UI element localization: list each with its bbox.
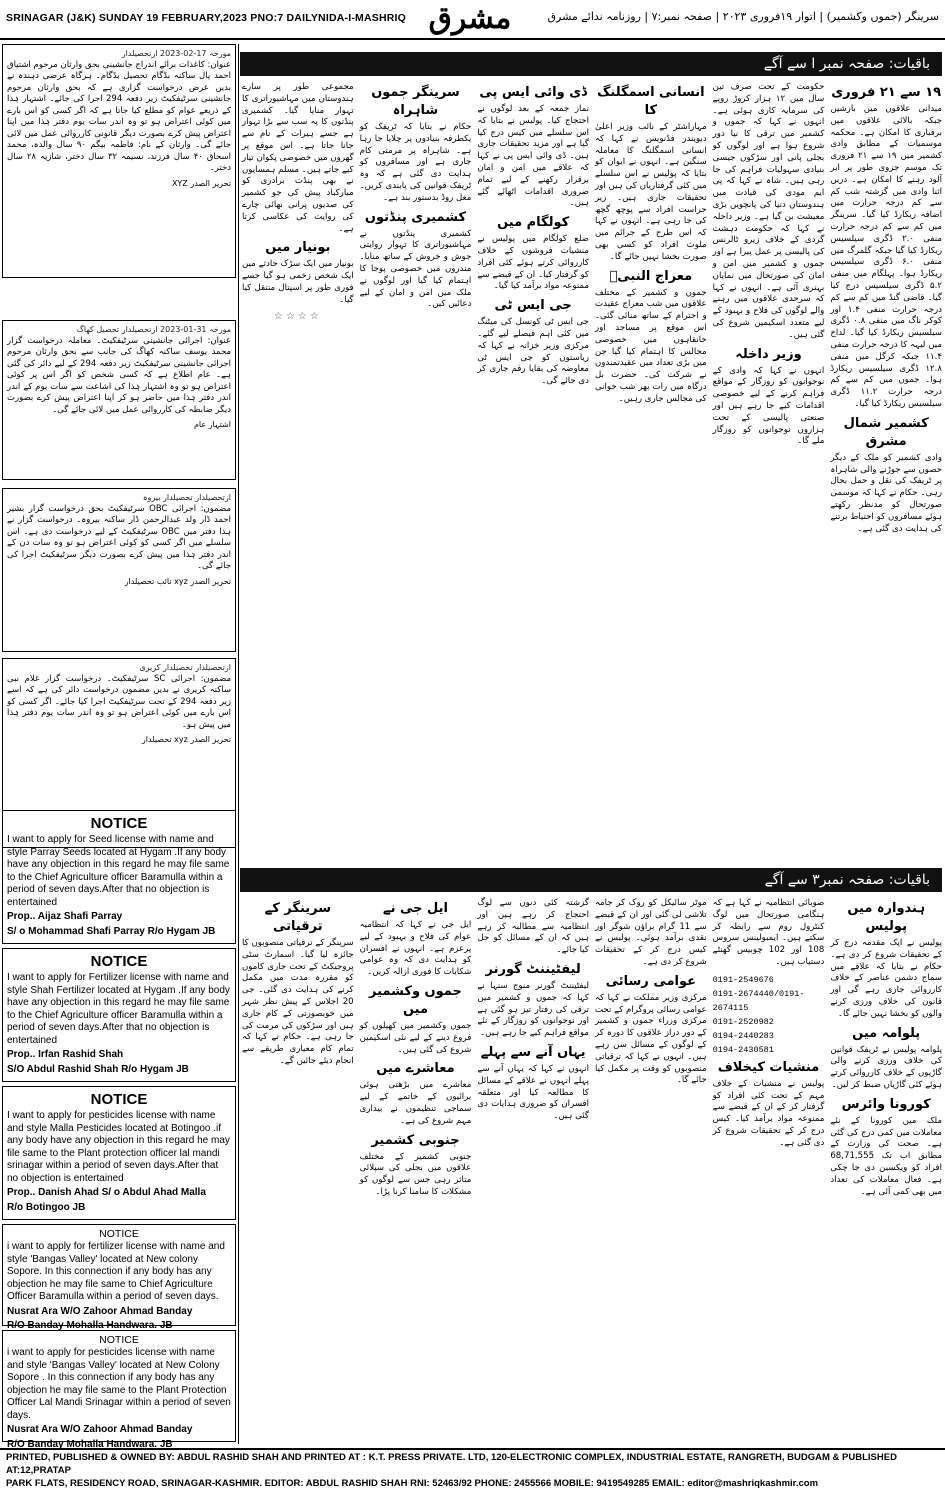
story-column-highway bbox=[360, 82, 472, 842]
english-notice-5 bbox=[2, 1330, 236, 1450]
story-body: پلوامہ پولیس نے ٹریفک قوانین کی خلاف ورزی کرنے والی گاڑیوں کے خلاف کارروائی کرتے ہوئے کئی گاڑیاں ضبط کر لیں۔ bbox=[830, 1044, 942, 1090]
story-headline: بونیار میں bbox=[265, 240, 331, 256]
story-headline: انسانی اسمگلنگ کا bbox=[597, 85, 705, 118]
story-headline: کورونا وائرس bbox=[841, 1096, 931, 1112]
story-headline: کولگام میں bbox=[497, 215, 570, 231]
story-headline: سرینگر کے ترقیاتی bbox=[264, 901, 332, 934]
english-notice-1 bbox=[2, 810, 236, 944]
imprint-footer bbox=[0, 1448, 945, 1489]
notice-body: I want to apply for pesticides license with name and style Malla Pesticides located at Botingoo .if any body have any objection in this regard he may file same to the Plant protection officer lal mandi srinagar within a period of seven days.After that no objection is entertained bbox=[7, 1110, 230, 1184]
story-headline: سرینگر جموں شاہراہ bbox=[371, 85, 460, 118]
notice-body: مضمون: اجرائی SC سرٹیفکیٹ۔ درخواست گزار غلام نبی ساکنہ کریری نے بدیں مضمون درخواست دائر کی ہے کہ اسے زیر دفعہ 294 کے تحت سرٹیفکیٹ اجرا کیا جائے۔ اگر کسی کو اس بارے میں کوئی اعتراض ہو تو وہ اندر سات یوم دفتر ہٰذا میں پیش ہو۔ bbox=[7, 673, 231, 730]
section-header-continued-page-3: باقیات: صفحہ نمبر۳ سے آگے bbox=[240, 868, 942, 892]
notice-proprietor: Nusrat Ara W/O Zahoor Ahmad Banday bbox=[7, 1305, 193, 1317]
story-headline: کشمیر شمال مشرق bbox=[843, 415, 929, 449]
english-notice-2 bbox=[2, 948, 236, 1082]
story-body: بونیار میں ایک سڑک حادثے میں ایک شخص زخمی ہو گیا جسے فوری طور پر اسپتال منتقل کیا گیا۔ bbox=[241, 259, 354, 305]
story-column-lg-said bbox=[360, 898, 472, 1444]
section-header-continued-page-1: باقیات: صفحہ نمبر ا سے آگے bbox=[240, 52, 942, 76]
story-body: پولیس نے ایک مقدمہ درج کر کے تحقیقات شروع کر دی ہے۔ حکام نے بتایا کہ علاقے میں سماج دشمن عناصر کے خلاف کارروائی جاری رہے گی اور قانون کی خلاف ورزی کرنے والوں کو بخشا نہیں جائے گا۔ bbox=[830, 938, 942, 1019]
phone-number: 0191-2674440/0191-2674115 bbox=[712, 988, 805, 1013]
story-body: سرینگر کے ترقیاتی منصوبوں کا جائزہ لیا گیا۔ اسمارٹ سٹی پروجیکٹ کے تحت جاری کاموں کو مقررہ مدت میں مکمل کرنے کی ہدایت دی گئی۔ جی 20 اجلاس کے پیش نظر شہر میں خوبصورتی کے کام جاری ہیں اور سڑکوں کی مرمت کی جا رہی ہے۔ حکام نے کہا کہ تمام کام معیاری طریقے سے انجام دیئے جائیں گے۔ bbox=[241, 938, 354, 1066]
notice-body: مضمون: اجرائی OBC سرٹیفکیٹ بحق درخواست گزار بشیر احمد ڈار ولد عبدالرحمن ڈار ساکنہ بیروہ۔ درخواست گزار نے ہذا دفتر میں OBC سرٹیفکیٹ کے لیے درخواست دی ہے۔ اس سلسلے میں اگر کسی کو کوئی اعتراض ہو تو وہ سات دن کے اندر دفتر ہٰذا میں پیش کرے بصورت دیگر سرٹیفکیٹ اجرا کی جائے گی۔ bbox=[7, 503, 231, 571]
notice-address: S/ o Mohammad Shafi Parray R/o Hygam JB bbox=[7, 925, 216, 937]
notice-signature: تحریر الصدر xyz تحصیلدار bbox=[141, 735, 231, 744]
continued-stories-top bbox=[242, 82, 942, 842]
story-headline: ہندوارہ میں پولیس bbox=[847, 901, 925, 934]
notice-proprietor: Prop.. Danish Ahad S/ o Abdul Ahad Malla bbox=[7, 1187, 206, 1198]
notice-address: R/O Banday Mohalla Handwara. JB bbox=[7, 1320, 173, 1331]
notice-title: NOTICE bbox=[99, 1228, 139, 1240]
story-body: مہاراشٹر کے نائب وزیر اعلیٰ دیویندر فڈنویس نے کہا کہ انسانی اسمگلنگ کا معاملہ سنگین ہے۔ انہوں نے ایوان کو بتایا کہ پولیس نے اس سلسلے میں کئی گرفتاریاں کی ہیں اور تحقیقات جاری ہیں۔ زیر حراست افراد سے پوچھ گچھ کی جا رہی ہے۔ انہوں نے کہا کہ اس طرح کے جرائم میں ملوث افراد کو کسی بھی صورت بخشا نہیں جائے گا۔ bbox=[594, 122, 707, 262]
story-body: نماز جمعہ کے بعد لوگوں نے احتجاج کیا۔ پولیس نے بتایا کہ اس سلسلے میں کیس درج کیا گیا ہے اور مزید تحقیقات جاری ہیں۔ ڈی وائی ایس پی نے کہا کہ علاقے میں امن و امان برقرار رکھنے کے لیے تمام ضروری اقدامات اٹھائے گئے ہیں۔ bbox=[477, 104, 589, 209]
story-body: میدانی علاقوں میں بارشیں جبکہ بالائی علاقوں میں برفباری کا امکان ہے۔ محکمہ موسمیات کے مطابق وادی کشمیر میں ۱۹ سے ۲۱ فروری تک موسم جزوی طور پر ابر آلود رہنے کا امکان ہے۔ دریں اثنا وادی میں گزشتہ شب کم سے کم درجہ حرارت میں اضافہ ریکارڈ کیا گیا۔ سرینگر میں کم سے کم درجہ حرارت منفی ۲.۰ ڈگری سیلسیس ریکارڈ کیا گیا جبکہ گلمرگ میں منفی ۶.۰ ڈگری سیلسیس ریکارڈ ہوا۔ پہلگام میں منفی ۵.۲ ڈگری سیلسیس درج کیا گیا۔ قاضی گنڈ میں کم سے کم درجہ حرارت منفی ۱.۴ اور کوکر ناگ میں منفی ۰.۸ ڈگری سیلسیس ریکارڈ کیا گیا۔ لداخ میں لیہہ کا درجہ حرارت منفی ۱۱.۴ جبکہ کرگل میں منفی ۱۲.۸ ڈگری سیلسیس ریکارڈ ہوا۔ جموں میں کم سے کم درجہ حرارت ۱۱.۲ ڈگری سیلسیس ریکارڈ کیا گیا۔ bbox=[830, 104, 942, 409]
notice-dated: ازتحصیلدار تحصیلدار بیروہ bbox=[142, 493, 231, 502]
notice-title: NOTICE bbox=[99, 1334, 139, 1346]
story-body: مرکزی وزیر مملکت نے کہا کہ عوامی رسائی پروگرام کے تحت مرکزی وزراء جموں و کشمیر کے دور دراز علاقوں کا دورہ کر کے لوگوں کے مسائل سن رہے ہیں۔ انہوں نے کہا کہ ترقیاتی منصوبوں کو وقت پر مکمل کیا جائے گا۔ bbox=[594, 992, 707, 1086]
story-body: انہوں نے کہا کہ وادی کے نوجوانوں کو روزگار کے مواقع فراہم کرنے کے لیے خصوصی اقدامات کیے جا رہے ہیں اور صنعتی پالیسی کے تحت ہزاروں نوجوانوں کو روزگار ملے گا۔ bbox=[712, 365, 825, 447]
story-headline: جموں وکشمیر میں bbox=[369, 983, 462, 1017]
story-headline: ڈی وائی ایس پی bbox=[479, 85, 587, 100]
notice-body: i want to apply for pesticides license with name and style 'Bangas Valley' located at New Colony Sopore . In this connection if any body has any objection he may file same to the Plant Protection Officer Lal Mandi Srinagar within a period of seven days. bbox=[7, 1347, 231, 1421]
english-notice-4 bbox=[2, 1224, 236, 1331]
story-body: حکومت کے تحت صرف تین سال میں ۱۲ ہزار کروڑ روپے کی سرمایہ کاری ہوئی ہے۔ انہوں نے کہا کہ جموں و کشمیر میں ترقی کا نیا دور شروع ہوا ہے اور لوگوں کو بجلی پانی اور سڑکوں جیسی بنیادی سہولیات فراہم کی جا رہی ہیں۔ شاہ نے کہا کہ پی ایم مودی کی قیادت میں ہندوستان دنیا کی پانچویں بڑی معیشت بن گیا ہے۔ وزیر داخلہ نے کہا کہ حکومت دہشت گردی کے خلاف زیرو ٹالرنس کی پالیسی پر عمل پیرا ہے اور جموں و کشمیر میں امن و امان کی صورتحال میں نمایاں بہتری آئی ہے۔ انہوں نے کہا کہ سرحدی علاقوں میں رہنے والے لوگوں کی فلاح و بہبود کے لیے متعدد اسکیمیں شروع کی گئی ہیں۔ bbox=[712, 82, 825, 340]
story-body: ملک میں کورونا کے نئے معاملات میں کمی درج کی گئی ہے۔ صحت کی وزارت کے مطابق اب تک 68,71,555 افراد کو ویکسین دی جا چکی ہے۔ فعال معاملات کی تعداد میں بھی کمی آئی ہے۔ bbox=[830, 1115, 942, 1197]
story-body: معاشرے میں بڑھتی ہوئی برائیوں کے خاتمے کے لیے سماجی تنظیموں نے بیداری مہم شروع کی ہے۔ bbox=[359, 1080, 472, 1126]
story-column-smuggling bbox=[595, 82, 707, 842]
story-body: وادی کشمیر کو ملک کے دیگر حصوں سے جوڑنے والی شاہراہ پر ٹریفک کی نقل و حمل بحال رہی۔ حکام نے کہا کہ موسمی صورتحال کو مدنظر رکھتے ہوئے مسافروں کو احتیاط برتنے کی ہدایت دی گئی ہے۔ bbox=[830, 452, 942, 534]
story-headline: ۱۹ سے ۲۱ فروری bbox=[831, 85, 942, 100]
story-headline: پلوامہ میں bbox=[852, 1025, 921, 1041]
notice-title: NOTICE bbox=[90, 815, 148, 832]
notice-dated: مورخہ 31-01-2023 ازتحصیلدار تحصیل کھاگ bbox=[76, 325, 231, 334]
urdu-notice-2 bbox=[2, 320, 236, 480]
newspaper-logo: مشرق bbox=[428, 1, 512, 36]
masthead-dateline-urdu: سرینگر (جموں وکشمیر) | اتوار ۱۹فروری ۲۰۲۳ | صفحہ نمبر:۷ | روزنامہ ندائے مشرق bbox=[547, 10, 939, 23]
imprint-line-1: PRINTED, PUBLISHED & OWNED BY: ABDUL RASHID SHAH AND PRINTED AT : K.T. PRESS PRIVATE. LTD, 120-ELECTRONIC COMPLEX, INDUSTRIAL ESTATE, RANGRETH, BUDGAM & PUBLISHED AT:12,PRATAP bbox=[6, 1452, 897, 1476]
story-body: پولیس نے منشیات کے خلاف مہم کے تحت کئی افراد کو گرفتار کر کے ان کے قبضے سے ممنوعہ مواد برآمد کیا۔ کیس درج کر کے تحقیقات شروع کر دی گئی ہے۔ bbox=[712, 1078, 825, 1148]
notice-signature: تحریر الصدر xyz نائب تحصیلدار bbox=[124, 576, 231, 586]
continued-stories-bottom bbox=[242, 898, 942, 1444]
story-body: لیفٹیننٹ گورنر منوج سنہا نے کہا کہ جموں و کشمیر میں ترقی کی رفتار تیز ہو گئی ہے اور نوجوانوں کو روزگار کے نئے مواقع فراہم کیے جا رہے ہیں۔ bbox=[477, 980, 589, 1039]
column-divider bbox=[238, 44, 239, 1444]
notice-body: عنوان: کاغذات برائے اندراج جانشینی بحق وارثان مرحوم اشتیاق احمد پال ساکنہ بڈگام تحصیل بڈگام۔ ہرگاہ عرضی دہندہ نے بدیں عرض درخواست گزاری ہے کہ بحق وارثان مرحوم جانشینی سرٹیفکیٹ زیر دفعہ 294 اجرا کی جائے۔ اشتہار ہٰذا کے ذریعے عوام کو مطلع کیا جاتا ہے کہ اگر کسی کو اس بارے میں کوئی اعتراض ہو تو وہ اندر سات یوم دفتر ہٰذا میں اپنا اعتراض پیش کرے بصورت دیگر قانونی کارروائی عمل میں لائی جائے گی۔ وارثان کے نام: فاطمہ بیگم ۹۰ سال والدہ، محمد اسحاق ۴۰ سال فرزند، نسیمہ ۳۲ سال دختر، شازیہ ۲۸ سال دختر۔ bbox=[7, 59, 231, 173]
story-body: حکام نے بتایا کہ ٹریفک کو یکطرفہ بنیادوں پر چلایا جا رہا ہے۔ شاہراہ پر مرمتی کام جاری ہے اور مسافروں کو ہدایت دی گئی ہے کہ وہ ٹریفک قوانین کی پابندی کریں۔ مغل روڈ بدستور بند ہے۔ bbox=[359, 122, 472, 203]
story-body: ایل جی نے کہا کہ انتظامیہ عوام کی فلاح و بہبود کے لیے پرعزم ہے۔ انہوں نے افسران کو ہدایت دی کہ وہ عوامی شکایات کا فوری ازالہ کریں۔ bbox=[359, 920, 472, 978]
urdu-notice-3 bbox=[2, 488, 236, 652]
story-headline: لیفٹیننٹ گورنر bbox=[485, 961, 581, 977]
notice-signature: اشتہار عام bbox=[193, 420, 231, 429]
notice-body: عنوان: اجرائی جانشینی سرٹیفکیٹ۔ معاملہ درخواست گزار محمد یوسف ساکنہ کھاگ کی جانب سے بحق وارثان مرحوم اجرائی جانشینی سرٹیفکیٹ زیر دفعہ 294 کے لیے دائر کی گئی ہے۔ عام اطلاع ہے کہ کسی شخص کو اگر اس پر کوئی اعتراض ہو تو وہ اشتہار ہٰذا کی اشاعت سے سات یوم کے اندر اندر دفتر ہٰذا میں حاضر ہو کر اپنا اعتراض پیش کرے بصورت دیگر ضابطہ کی کارروائی عمل میں لائی جائے گی۔ bbox=[7, 335, 231, 415]
notice-proprietor: Nusrat Ara W/O Zahoor Ahmad Banday bbox=[7, 1424, 193, 1435]
phone-number: 0191-2549676 bbox=[712, 974, 774, 985]
story-body: انہوں نے کہا کہ یہاں آنے سے پہلے انہوں نے علاقے کے مسائل کا مطالعہ کیا اور متعلقہ افسران کو ضروری ہدایات دی گئی ہیں۔ bbox=[477, 1063, 589, 1122]
story-column-shah bbox=[713, 82, 825, 842]
story-body: جموں و کشمیر کے مختلف علاقوں میں شب معراج عقیدت و احترام کے ساتھ منائی گئی۔ اس موقع پر مساجد اور خانقاہوں میں خصوصی مجالس کا اہتمام کیا گیا جن میں بڑی تعداد میں عقیدتمندوں نے شرکت کی۔ حضرت بل درگاہ میں رات بھر شب خوانی کی مجالس جاری رہیں۔ bbox=[594, 287, 707, 404]
notice-dated: مورخہ 17-02-2023 ازتحصیلدار bbox=[121, 49, 231, 58]
story-column-srinagar-development bbox=[242, 898, 354, 1444]
notice-title: NOTICE bbox=[90, 1091, 148, 1108]
story-body: ضلع کولگام میں پولیس نے منشیات فروشوں کے خلاف کارروائی کرتے ہوئے کئی افراد کو گرفتار کیا۔ ان کے قبضے سے ممنوعہ مواد برآمد کیا گیا۔ bbox=[477, 234, 589, 292]
notice-address: S/O Abdul Rashid Shah R/o Hygam JB bbox=[7, 1063, 189, 1075]
notice-body: i want to apply for fertilizer license with name and style 'Bangas Valley' located at New colony Sopore. In this connection if any body has any objection he may file same to Chief Agriculture Officer Baramulla within a period of seven days. bbox=[7, 1241, 225, 1302]
phone-number: 0191-2520982 bbox=[712, 1016, 774, 1027]
story-body: کشمیری پنڈتوں نے مہاشیوراتری کا تہوار روایتی جوش و خروش کے ساتھ منایا۔ مندروں میں خصوصی پوجا کا اہتمام کیا گیا اور لوگوں نے ملک میں امن و امان کے لیے دعائیں کیں۔ bbox=[359, 228, 472, 310]
story-headline: منشیات کیخلاف bbox=[717, 1059, 820, 1075]
star-separator: ☆☆☆☆ bbox=[273, 310, 322, 322]
story-column-weather bbox=[830, 82, 942, 842]
notice-body: I want to apply for Fertilizer license with name and style Shah Fertilizer located at Hygam .If any body have any objection in this regard he may file same to the Chief Agriculture officer Baramulla within a period of seven days.After that no objection is entertained bbox=[7, 972, 230, 1046]
imprint-line-2: PARK FLATS, RESIDENCY ROAD, SRINAGAR-KASHMIR. EDITOR: ABDUL RASHID SHAH RNI: 52463/92 PHONE: 2455566 MOBILE: 9419549285 EMAIL: editor@mashriqkashmir.com bbox=[6, 1478, 819, 1489]
story-column-handwara bbox=[830, 898, 942, 1444]
notice-proprietor: Prop.. Irfan Rashid Shah bbox=[7, 1049, 124, 1060]
urdu-notice-1 bbox=[2, 44, 236, 278]
story-headline: معراج النبیؐ bbox=[609, 268, 693, 284]
story-body: جنوبی کشمیر کے مختلف علاقوں میں بجلی کی سپلائی متاثر رہی جس سے لوگوں کو مشکلات کا سامنا کرنا پڑا۔ bbox=[359, 1151, 472, 1197]
story-headline: عوامی رسائی bbox=[605, 973, 697, 989]
classified-notices-column bbox=[2, 44, 236, 1462]
notice-address: R/o Botingoo JB bbox=[7, 1201, 86, 1213]
story-column-shivratri bbox=[242, 82, 354, 842]
story-body: گزشتہ کئی دنوں سے لوگ احتجاج کر رہے ہیں اور انتظامیہ سے مطالبہ کر رہے ہیں کہ ان کے مسائل کو حل کیا جائے۔ bbox=[477, 898, 589, 956]
phone-number: 0194-2440283 bbox=[712, 1030, 774, 1041]
story-body: جی ایس ٹی کونسل کی میٹنگ میں کئی اہم فیصلے لیے گئے۔ مرکزی وزیر خزانہ نے کہا کہ ریاستوں کو جی ایس ٹی معاوضہ کی بقایا رقم جاری کر دی جائے گی۔ bbox=[477, 317, 589, 387]
notice-address: R/O Banday Mohalla Handwara. JB bbox=[7, 1438, 173, 1450]
story-column-helplines bbox=[713, 898, 825, 1444]
masthead bbox=[0, 0, 945, 40]
notice-title: NOTICE bbox=[90, 953, 148, 970]
story-body: صوبائی انتظامیہ نے کہا ہے کہ ہنگامی صورتحال میں لوگ کنٹرول روم سے رابطہ کر سکتے ہیں۔ ایمبولینس سروس 108 اور 102 چوبیس گھنٹے دستیاب ہیں۔ bbox=[712, 898, 825, 967]
story-column-dysp bbox=[477, 82, 589, 842]
english-notice-3 bbox=[2, 1086, 236, 1220]
story-body: جموں وکشمیر میں کھیلوں کو فروغ دینے کے لیے نئی اسکیمیں شروع کی گئی ہیں۔ bbox=[359, 1020, 472, 1055]
notice-dated: ازتحصیلدار تحصیلدار کریری bbox=[139, 663, 231, 672]
story-body: مجموعی طور پر سارے ہندوستان میں مہاشیوراتری کا تہوار منایا گیا۔ کشمیری پنڈتوں کا یہ سب سے بڑا تہوار ہے جسے ہیرات کے نام سے جانا جاتا ہے۔ اس موقع پر گھروں میں خصوصی پکوان تیار کیے جاتے ہیں۔ مسلم ہمسایوں نے بھی پنڈت برادری کو مبارکباد پیش کی جو کشمیر کی صدیوں پرانی بھائی چارے کی روایت کی عکاسی کرتا ہے۔ bbox=[241, 82, 354, 234]
story-body: موٹر سائیکل کو روک کر جامہ تلاشی لی گئی اور ان کے قبضے سے 11 گرام براؤن شوگر اور نقدی برآمد ہوئی۔ پولیس نے کیس درج کر کے تحقیقات شروع کر دی ہے۔ bbox=[594, 898, 707, 967]
story-headline: جی ایس ٹی bbox=[494, 298, 572, 314]
masthead-dateline-english: SRINAGAR (J&K) SUNDAY 19 FEBRUARY,2023 PNO:7 DAILYNIDA-I-MASHRIQ bbox=[6, 12, 407, 24]
story-headline: معاشرے میں bbox=[376, 1061, 455, 1077]
notice-proprietor: Prop.. Aijaz Shafi Parray bbox=[7, 911, 123, 922]
story-column-outreach bbox=[595, 898, 707, 1444]
story-headline: جنوبی کشمیر bbox=[371, 1132, 460, 1148]
story-headline: ایل جی نے bbox=[382, 901, 448, 916]
story-column-lg bbox=[477, 898, 589, 1444]
story-headline: وزیر داخلہ bbox=[735, 346, 802, 362]
story-headline: کشمیری پنڈتوں bbox=[364, 209, 467, 225]
notice-signature: تحریر الصدر XYZ bbox=[171, 178, 231, 188]
phone-number: 0194-2430581 bbox=[712, 1044, 774, 1055]
story-headline: یہاں آنے سے پہلے bbox=[480, 1044, 586, 1060]
notice-body: I want to apply for Seed license with name and style Parray Seeds located at Hygam .If any body have any objection in this regard he may file same to the Chief Agriculture officer Baramulla within a period of seven days.After that no objection is entertained bbox=[7, 834, 230, 908]
